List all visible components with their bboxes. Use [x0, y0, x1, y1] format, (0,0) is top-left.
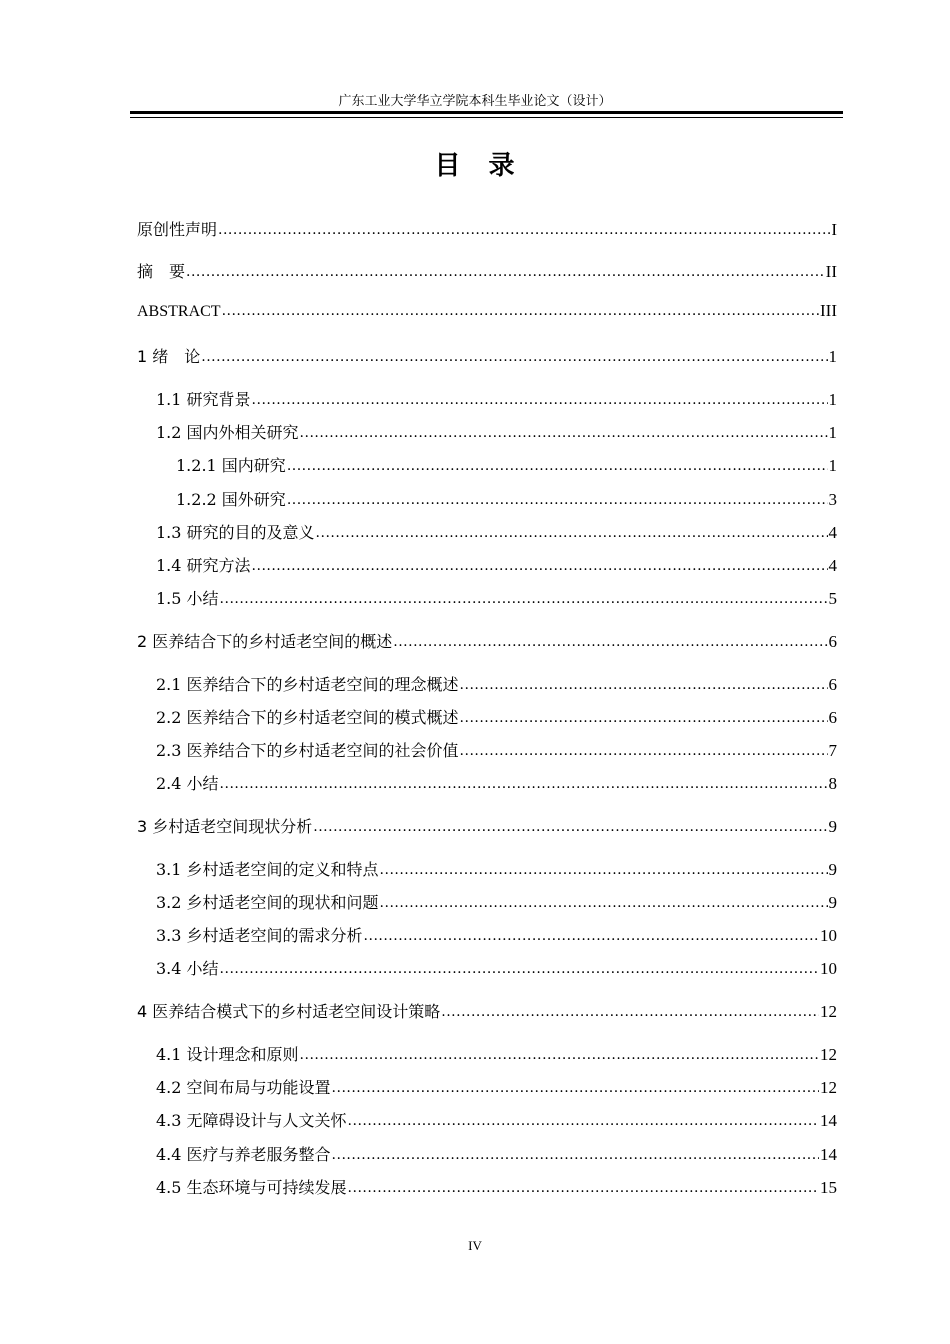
toc-leader-dots: [300, 1044, 819, 1063]
toc-entry-1-4[interactable]: [156, 553, 837, 575]
toc-leader-dots: [220, 958, 819, 977]
toc-entry-label: 4.1 设计理念和原则: [156, 1045, 299, 1064]
toc-entry-1-2-1[interactable]: [176, 453, 837, 475]
toc-leader-dots: [218, 219, 830, 238]
toc-leader-dots: [252, 389, 828, 408]
toc-entry-2-1[interactable]: [156, 672, 837, 694]
toc-entry-page: 9: [828, 817, 837, 836]
toc-leader-dots: [222, 300, 819, 319]
toc-leader-dots: [460, 740, 828, 759]
toc-entry-page: 1: [828, 347, 837, 366]
toc-entry-3-2[interactable]: [156, 890, 837, 912]
toc-entry-label: 3.3 乡村适老空间的需求分析: [156, 926, 363, 945]
toc-entry-4-4[interactable]: [156, 1142, 837, 1164]
toc-entry-ch1[interactable]: [137, 344, 837, 366]
toc-entry-label: 1.2.1 国内研究: [176, 456, 286, 475]
toc-entry-label: 2.2 医养结合下的乡村适老空间的模式概述: [156, 708, 459, 727]
toc-entry-page: 1: [828, 456, 837, 475]
toc-entry-label: 4.3 无障碍设计与人文关怀: [156, 1111, 347, 1130]
toc-entry-page: 4: [828, 523, 837, 542]
toc-entry-page: 12: [820, 1002, 837, 1021]
toc-leader-dots: [287, 489, 828, 508]
toc-leader-dots: [316, 522, 828, 541]
toc-entry-page: 15: [820, 1178, 837, 1197]
toc-leader-dots: [460, 674, 828, 693]
toc-entry-label: 1.3 研究的目的及意义: [156, 523, 315, 542]
toc-entry-3-3[interactable]: [156, 923, 837, 945]
toc-entry-page: 9: [828, 860, 837, 879]
toc-leader-dots: [300, 422, 828, 441]
toc-entry-page: 14: [820, 1145, 837, 1164]
toc-entry-label: 摘 要: [137, 262, 186, 281]
toc-entry-3-4[interactable]: [156, 956, 837, 978]
toc-entry-page: II: [825, 262, 837, 281]
toc-entry-1-2-2[interactable]: [176, 487, 837, 509]
toc-leader-dots: [313, 816, 827, 835]
toc-leader-dots: [220, 773, 828, 792]
toc-entry-page: 7: [828, 741, 837, 760]
toc-leader-dots: [380, 859, 828, 878]
toc-entry-page: 3: [828, 490, 837, 509]
toc-entry-4-1[interactable]: [156, 1042, 837, 1064]
toc-leader-dots: [393, 631, 827, 650]
running-header: 广东工业大学华立学院本科生毕业论文（设计）: [338, 94, 612, 109]
toc-entry-originality[interactable]: [137, 217, 837, 239]
toc-entry-page: 6: [828, 632, 837, 651]
toc-entry-label: 2 医养结合下的乡村适老空间的概述: [137, 632, 393, 651]
toc-entry-abstract-en[interactable]: [137, 301, 837, 323]
toc-entry-label: 3.4 小结: [156, 959, 219, 978]
toc-entry-abstract-cn[interactable]: [137, 259, 837, 281]
toc-entry-page: 10: [820, 959, 837, 978]
toc-entry-page: I: [831, 220, 837, 239]
toc-entry-label: 4.4 医疗与养老服务整合: [156, 1145, 331, 1164]
toc-entry-label: ABSTRACT: [137, 303, 221, 320]
toc-entry-page: III: [820, 301, 837, 320]
toc-entry-2-3[interactable]: [156, 738, 837, 760]
toc-leader-dots: [220, 588, 828, 607]
toc-entry-page: 10: [820, 926, 837, 945]
toc-entry-1-1[interactable]: [156, 387, 837, 409]
toc-entry-label: 1.4 研究方法: [156, 556, 251, 575]
toc-leader-dots: [332, 1077, 819, 1096]
toc-entry-page: 9: [828, 893, 837, 912]
toc-entry-label: 4 医养结合模式下的乡村适老空间设计策略: [137, 1002, 441, 1021]
toc-leader-dots: [186, 261, 825, 280]
toc-entry-label: 1 绪 论: [137, 347, 201, 366]
toc-entry-4-5[interactable]: [156, 1175, 837, 1197]
toc-entry-4-3[interactable]: [156, 1108, 837, 1130]
page-title: 目 录: [434, 151, 516, 181]
toc-leader-dots: [441, 1001, 819, 1020]
toc-entry-page: 5: [828, 589, 837, 608]
toc-entry-4-2[interactable]: [156, 1075, 837, 1097]
toc-leader-dots: [332, 1144, 819, 1163]
toc-entry-3-1[interactable]: [156, 857, 837, 879]
toc-entry-1-2[interactable]: [156, 420, 837, 442]
toc-entry-label: 4.5 生态环境与可持续发展: [156, 1178, 347, 1197]
toc-entry-1-5[interactable]: [156, 586, 837, 608]
toc-leader-dots: [348, 1177, 819, 1196]
toc-entry-label: 1.2 国内外相关研究: [156, 423, 299, 442]
toc-entry-ch4[interactable]: [137, 999, 837, 1021]
toc-entry-page: 6: [828, 675, 837, 694]
toc-leader-dots: [364, 925, 819, 944]
toc-leader-dots: [287, 455, 828, 474]
toc-entry-ch2[interactable]: [137, 629, 837, 651]
toc-entry-page: 14: [820, 1111, 837, 1130]
toc-entry-label: 4.2 空间布局与功能设置: [156, 1078, 331, 1097]
toc-entry-label: 1.2.2 国外研究: [176, 490, 286, 509]
toc-entry-label: 2.4 小结: [156, 774, 219, 793]
page-number-footer: IV: [468, 1238, 482, 1253]
toc-leader-dots: [201, 346, 827, 365]
toc-entry-page: 4: [828, 556, 837, 575]
toc-entry-2-2[interactable]: [156, 705, 837, 727]
toc-entry-label: 2.1 医养结合下的乡村适老空间的理念概述: [156, 675, 459, 694]
toc-entry-label: 3.1 乡村适老空间的定义和特点: [156, 860, 379, 879]
toc-leader-dots: [348, 1110, 819, 1129]
toc-entry-label: 3 乡村适老空间现状分析: [137, 817, 313, 836]
toc-entry-label: 2.3 医养结合下的乡村适老空间的社会价值: [156, 741, 459, 760]
toc-entry-1-3[interactable]: [156, 520, 837, 542]
toc-entry-label: 原创性声明: [137, 220, 218, 239]
toc-leader-dots: [380, 892, 828, 911]
toc-leader-dots: [460, 707, 828, 726]
toc-entry-label: 1.1 研究背景: [156, 390, 251, 409]
toc-entry-page: 12: [820, 1045, 837, 1064]
toc-entry-page: 1: [828, 390, 837, 409]
toc-entry-page: 6: [828, 708, 837, 727]
toc-entry-page: 1: [828, 423, 837, 442]
toc-entry-page: 12: [820, 1078, 837, 1097]
toc-leader-dots: [252, 555, 828, 574]
toc-entry-2-4[interactable]: [156, 771, 837, 793]
toc-entry-page: 8: [828, 774, 837, 793]
toc-entry-label: 1.5 小结: [156, 589, 219, 608]
toc-entry-ch3[interactable]: [137, 814, 837, 836]
toc-entry-label: 3.2 乡村适老空间的现状和问题: [156, 893, 379, 912]
